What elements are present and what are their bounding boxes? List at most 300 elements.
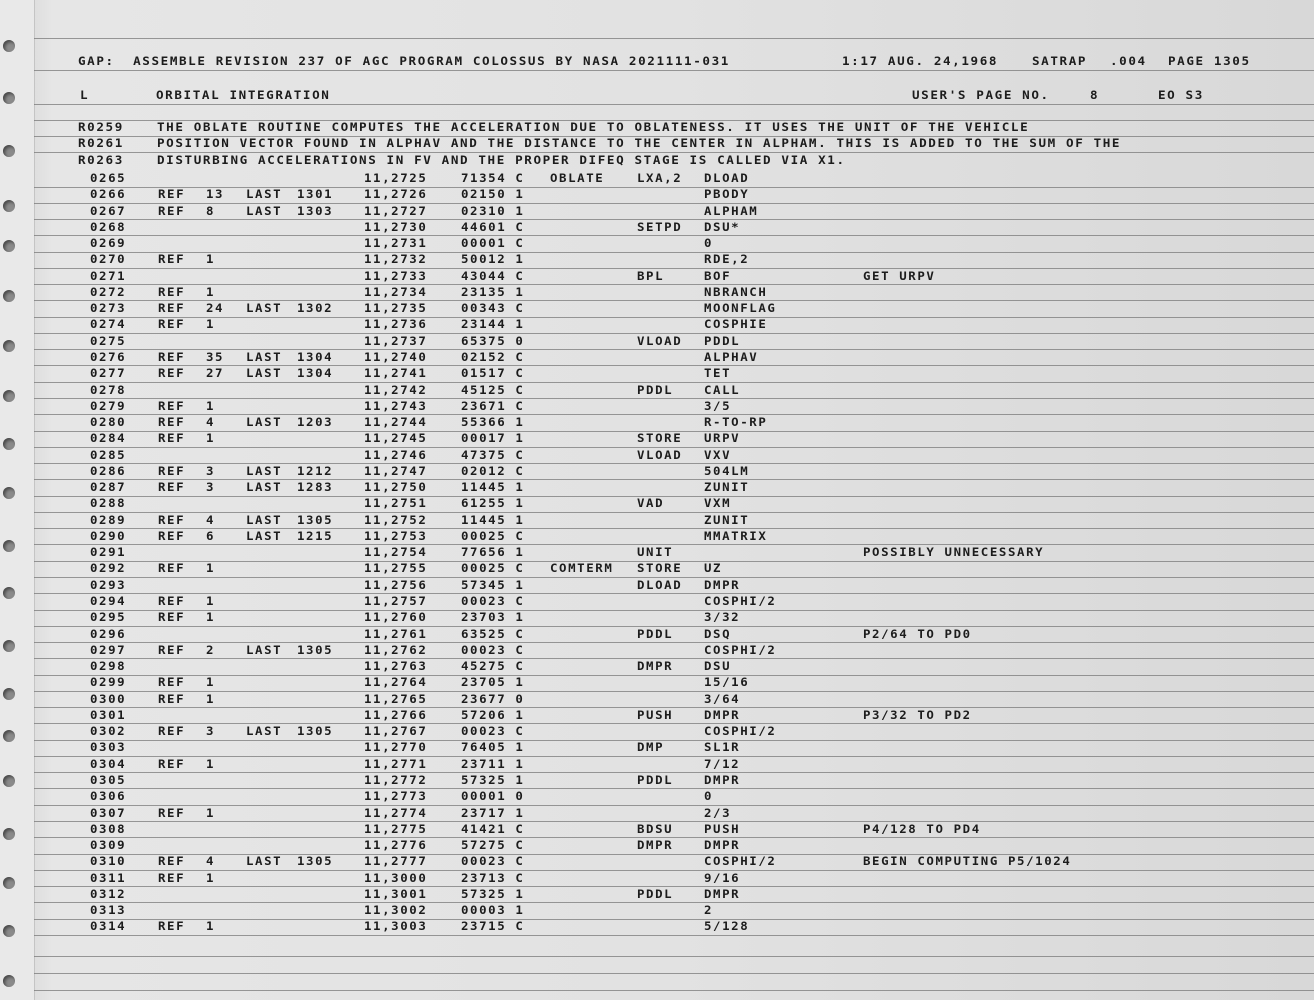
row-operand: NBRANCH: [704, 284, 768, 299]
row-seq: 0312: [90, 886, 127, 901]
row-octal: 65375 0: [461, 333, 525, 348]
row-op: LXA,2: [637, 171, 683, 185]
row-lastpage: 1203: [297, 415, 334, 429]
row-addr: 11,2755: [364, 561, 428, 576]
tractor-feed-margin: [0, 0, 35, 1000]
row-addr: 11,2762: [364, 642, 428, 657]
row-operand: PBODY: [704, 187, 750, 202]
row-seq: 0278: [90, 382, 127, 397]
row-operand: 3/32: [704, 610, 741, 625]
punch-hole: [3, 438, 15, 450]
row-ref: REF: [158, 691, 186, 706]
ruled-line: [34, 414, 1314, 415]
row-addr: 11,2761: [364, 626, 428, 641]
ruled-line: [34, 203, 1314, 204]
row-seq: 0309: [90, 838, 127, 852]
ruled-line: [34, 235, 1314, 236]
row-octal: 02150 1: [461, 187, 525, 202]
ruled-line: [34, 593, 1314, 594]
row-last: LAST: [246, 187, 283, 202]
row-operand: ZUNIT: [704, 480, 750, 494]
row-refnum: 27: [206, 366, 225, 381]
row-remark: BEGIN COMPUTING P5/1024: [863, 854, 1072, 869]
row-ref: REF: [158, 187, 186, 202]
row-operand: COSPHI/2: [704, 724, 777, 738]
row-seq: 0306: [90, 789, 127, 804]
row-refnum: 4: [206, 512, 216, 527]
ruled-line: [34, 70, 1314, 71]
row-octal: 71354 C: [461, 171, 525, 185]
row-refnum: 1: [206, 756, 216, 771]
punch-hole: [3, 975, 15, 987]
row-remark: P3/32 TO PD2: [863, 707, 972, 722]
row-octal: 00023 C: [461, 594, 525, 608]
row-octal: 76405 1: [461, 740, 525, 755]
row-octal: 55366 1: [461, 415, 525, 429]
row-seq: 0288: [90, 496, 127, 511]
row-operand: DSU*: [704, 219, 741, 234]
row-last: LAST: [246, 512, 283, 527]
punch-hole: [3, 730, 15, 742]
row-last: LAST: [246, 463, 283, 478]
ruled-line: [34, 252, 1314, 253]
punch-hole: [3, 240, 15, 252]
row-op: PDDL: [637, 886, 674, 901]
row-addr: 11,2753: [364, 528, 428, 543]
row-op: DLOAD: [637, 577, 683, 592]
row-ref: REF: [158, 349, 186, 364]
punch-hole: [3, 290, 15, 302]
row-lastpage: 1301: [297, 187, 334, 202]
row-octal: 41421 C: [461, 821, 525, 836]
row-op: STORE: [637, 431, 683, 446]
row-operand: DMPR: [704, 838, 741, 852]
print-timestamp: 1:17 AUG. 24,1968: [842, 54, 999, 68]
row-seq: 0297: [90, 642, 127, 657]
row-octal: 11445 1: [461, 512, 525, 527]
listing-flag: L: [80, 88, 90, 102]
row-refnum: 1: [206, 805, 216, 820]
row-ref: REF: [158, 854, 186, 869]
section-title: ORBITAL INTEGRATION: [156, 88, 331, 102]
ruled-line: [34, 528, 1314, 529]
row-ref: REF: [158, 480, 186, 494]
row-seq: 0271: [90, 268, 127, 283]
row-operand: VXV: [704, 447, 732, 462]
row-operand: COSPHI/2: [704, 854, 777, 869]
row-refnum: 1: [206, 691, 216, 706]
comment-text: THE OBLATE ROUTINE COMPUTES THE ACCELERATION DUE TO OBLATENESS. IT USES THE UNIT OF THE VEHICLE: [157, 120, 1030, 134]
row-refnum: 1: [206, 431, 216, 446]
row-remark: P2/64 TO PD0: [863, 626, 972, 641]
row-operand: 0: [704, 236, 714, 250]
ruled-line: [34, 104, 1314, 105]
row-seq: 0273: [90, 301, 127, 315]
row-operand: COSPHI/2: [704, 642, 777, 657]
row-addr: 11,2731: [364, 236, 428, 250]
ruled-line: [34, 772, 1314, 773]
row-refnum: 1: [206, 610, 216, 625]
ruled-line: [34, 837, 1314, 838]
row-addr: 11,2746: [364, 447, 428, 462]
row-octal: 00001 C: [461, 236, 525, 250]
row-lastpage: 1215: [297, 528, 334, 543]
punch-hole: [3, 200, 15, 212]
page-number: PAGE 1305: [1168, 54, 1251, 68]
row-operand: URPV: [704, 431, 741, 446]
row-addr: 11,3001: [364, 886, 428, 901]
row-operand: DLOAD: [704, 171, 750, 185]
punch-hole: [3, 40, 15, 52]
row-addr: 11,2736: [364, 317, 428, 332]
row-seq: 0272: [90, 284, 127, 299]
ruled-line: [34, 935, 1314, 936]
row-ref: REF: [158, 431, 186, 446]
row-last: LAST: [246, 642, 283, 657]
row-ref: REF: [158, 675, 186, 690]
row-ref: REF: [158, 919, 186, 934]
row-lastpage: 1212: [297, 463, 334, 478]
row-addr: 11,2752: [364, 512, 428, 527]
row-op: STORE: [637, 561, 683, 576]
row-last: LAST: [246, 415, 283, 429]
row-octal: 47375 C: [461, 447, 525, 462]
row-lastpage: 1305: [297, 512, 334, 527]
row-operand: 2: [704, 903, 714, 917]
row-refnum: 1: [206, 284, 216, 299]
ruled-line: [34, 626, 1314, 627]
row-seq: 0299: [90, 675, 127, 690]
row-refnum: 1: [206, 561, 216, 576]
row-lastpage: 1304: [297, 349, 334, 364]
ruled-line: [34, 675, 1314, 676]
row-operand: MOONFLAG: [704, 301, 777, 315]
row-ref: REF: [158, 528, 186, 543]
ruled-line: [34, 691, 1314, 692]
ruled-line: [34, 723, 1314, 724]
row-addr: 11,2741: [364, 366, 428, 381]
row-addr: 11,2775: [364, 821, 428, 836]
row-ref: REF: [158, 805, 186, 820]
row-seq: 0285: [90, 447, 127, 462]
ruled-line: [34, 496, 1314, 497]
row-refnum: 2: [206, 642, 216, 657]
ruled-line: [34, 902, 1314, 903]
row-ref: REF: [158, 203, 186, 218]
ruled-line: [34, 658, 1314, 659]
row-refnum: 8: [206, 203, 216, 218]
row-refnum: 1: [206, 594, 216, 608]
row-seq: 0313: [90, 903, 127, 917]
row-ref: REF: [158, 252, 186, 267]
row-lastpage: 1283: [297, 480, 334, 494]
row-octal: 00001 0: [461, 789, 525, 804]
row-op: PDDL: [637, 772, 674, 787]
ruled-line: [34, 642, 1314, 643]
row-octal: 00023 C: [461, 642, 525, 657]
row-operand: DSU: [704, 659, 732, 673]
row-refnum: 13: [206, 187, 225, 202]
row-addr: 11,2773: [364, 789, 428, 804]
ruled-line: [34, 544, 1314, 545]
ruled-line: [34, 512, 1314, 513]
ruled-line: [34, 610, 1314, 611]
row-remark: P4/128 TO PD4: [863, 821, 981, 836]
row-octal: 02152 C: [461, 349, 525, 364]
row-addr: 11,2774: [364, 805, 428, 820]
row-operand: 5/128: [704, 919, 750, 934]
row-operand: DMPR: [704, 707, 741, 722]
row-operand: PDDL: [704, 333, 741, 348]
row-ref: REF: [158, 512, 186, 527]
punch-hole: [3, 775, 15, 787]
row-refnum: 1: [206, 252, 216, 267]
row-op: SETPD: [637, 219, 683, 234]
ruled-line: [34, 756, 1314, 757]
row-addr: 11,2763: [364, 659, 428, 673]
row-seq: 0310: [90, 854, 127, 869]
row-seq: 0296: [90, 626, 127, 641]
row-octal: 23671 C: [461, 398, 525, 413]
row-operand: DMPR: [704, 886, 741, 901]
row-addr: 11,2742: [364, 382, 428, 397]
row-operand: SL1R: [704, 740, 741, 755]
row-ref: REF: [158, 463, 186, 478]
punch-hole: [3, 92, 15, 104]
row-refnum: 4: [206, 415, 216, 429]
row-addr: 11,2732: [364, 252, 428, 267]
row-addr: 11,2754: [364, 545, 428, 560]
row-operand: VXM: [704, 496, 732, 511]
row-last: LAST: [246, 724, 283, 738]
row-operand: RDE,2: [704, 252, 750, 267]
row-operand: TET: [704, 366, 732, 381]
row-addr: 11,2735: [364, 301, 428, 315]
row-addr: 11,2757: [364, 594, 428, 608]
ruled-line: [34, 973, 1314, 974]
row-label: OBLATE: [550, 171, 605, 185]
row-ref: REF: [158, 724, 186, 738]
row-last: LAST: [246, 203, 283, 218]
punch-hole: [3, 487, 15, 499]
row-seq: 0307: [90, 805, 127, 820]
row-refnum: 1: [206, 317, 216, 332]
row-addr: 11,2725: [364, 171, 428, 185]
comment-text: DISTURBING ACCELERATIONS IN FV AND THE PROPER DIFEQ STAGE IS CALLED VIA X1.: [157, 152, 846, 167]
comment-text: POSITION VECTOR FOUND IN ALPHAV AND THE DISTANCE TO THE CENTER IN ALPHAM. THIS IS ADDED TO THE SUM OF THE: [157, 136, 1122, 151]
row-lastpage: 1303: [297, 203, 334, 218]
row-lastpage: 1304: [297, 366, 334, 381]
row-operand: MMATRIX: [704, 528, 768, 543]
row-seq: 0280: [90, 415, 127, 429]
row-refnum: 1: [206, 675, 216, 690]
comment-seq: R0263: [78, 152, 124, 167]
row-octal: 00025 C: [461, 561, 525, 576]
row-remark: GET URPV: [863, 268, 936, 283]
ruled-line: [34, 886, 1314, 887]
row-operand: 15/16: [704, 675, 750, 690]
row-label: COMTERM: [550, 561, 614, 576]
row-op: DMP: [637, 740, 665, 755]
row-addr: 11,3003: [364, 919, 428, 934]
row-seq: 0303: [90, 740, 127, 755]
row-octal: 57345 1: [461, 577, 525, 592]
row-op: PDDL: [637, 626, 674, 641]
row-octal: 01517 C: [461, 366, 525, 381]
row-octal: 00343 C: [461, 301, 525, 315]
row-addr: 11,2730: [364, 219, 428, 234]
row-last: LAST: [246, 854, 283, 869]
row-addr: 11,2734: [364, 284, 428, 299]
assembly-title: GAP: ASSEMBLE REVISION 237 OF AGC PROGRAM COLOSSUS BY NASA 2021111-031: [78, 54, 730, 68]
row-operand: ALPHAV: [704, 349, 759, 364]
row-refnum: 3: [206, 480, 216, 494]
punch-hole: [3, 587, 15, 599]
row-last: LAST: [246, 301, 283, 315]
row-op: PUSH: [637, 707, 674, 722]
row-operand: DSQ: [704, 626, 732, 641]
punch-hole: [3, 688, 15, 700]
row-octal: 77656 1: [461, 545, 525, 560]
row-ref: REF: [158, 398, 186, 413]
row-seq: 0300: [90, 691, 127, 706]
punch-hole: [3, 640, 15, 652]
row-seq: 0295: [90, 610, 127, 625]
ruled-line: [34, 38, 1314, 39]
row-octal: 45125 C: [461, 382, 525, 397]
row-octal: 00003 1: [461, 903, 525, 917]
row-seq: 0277: [90, 366, 127, 381]
row-op: DMPR: [637, 659, 674, 673]
row-addr: 11,2765: [364, 691, 428, 706]
row-operand: ZUNIT: [704, 512, 750, 527]
row-lastpage: 1305: [297, 724, 334, 738]
ruled-line: [34, 919, 1314, 920]
row-operand: PUSH: [704, 821, 741, 836]
row-octal: 45275 C: [461, 659, 525, 673]
comment-seq: R0261: [78, 136, 124, 151]
row-addr: 11,2767: [364, 724, 428, 738]
row-operand: 3/5: [704, 398, 732, 413]
row-op: VLOAD: [637, 333, 683, 348]
row-addr: 11,2772: [364, 772, 428, 787]
row-refnum: 1: [206, 398, 216, 413]
punch-hole: [3, 390, 15, 402]
row-addr: 11,2727: [364, 203, 428, 218]
punch-hole: [3, 828, 15, 840]
row-seq: 0294: [90, 594, 127, 608]
row-octal: 23715 C: [461, 919, 525, 934]
row-addr: 11,3002: [364, 903, 428, 917]
users-page-number: 8: [1090, 88, 1100, 102]
row-refnum: 1: [206, 870, 216, 885]
row-addr: 11,2747: [364, 463, 428, 478]
ruled-line: [34, 187, 1314, 188]
ruled-line: [34, 463, 1314, 464]
row-seq: 0276: [90, 349, 127, 364]
row-operand: 504LM: [704, 463, 750, 478]
row-octal: 63525 C: [461, 626, 525, 641]
row-op: BDSU: [637, 821, 674, 836]
row-seq: 0290: [90, 528, 127, 543]
row-seq: 0287: [90, 480, 127, 494]
row-addr: 11,2737: [364, 333, 428, 348]
row-op: VLOAD: [637, 447, 683, 462]
ruled-line: [34, 382, 1314, 383]
row-refnum: 1: [206, 919, 216, 934]
row-addr: 11,2770: [364, 740, 428, 755]
row-ref: REF: [158, 301, 186, 315]
row-refnum: 3: [206, 463, 216, 478]
row-ref: REF: [158, 594, 186, 608]
user-name: SATRAP: [1032, 54, 1088, 68]
row-addr: 11,2756: [364, 577, 428, 592]
row-octal: 61255 1: [461, 496, 525, 511]
row-refnum: 6: [206, 528, 216, 543]
punch-hole: [3, 925, 15, 937]
row-op: VAD: [637, 496, 665, 511]
row-operand: UZ: [704, 561, 723, 576]
eo-code: EO S3: [1158, 88, 1204, 102]
row-addr: 11,2776: [364, 838, 428, 852]
row-seq: 0305: [90, 772, 127, 787]
row-last: LAST: [246, 528, 283, 543]
row-ref: REF: [158, 415, 186, 429]
row-seq: 0269: [90, 236, 127, 250]
row-octal: 23144 1: [461, 317, 525, 332]
row-operand: BOF: [704, 268, 732, 283]
row-refnum: 24: [206, 301, 225, 315]
row-ref: REF: [158, 756, 186, 771]
row-seq: 0292: [90, 561, 127, 576]
row-addr: 11,2743: [364, 398, 428, 413]
row-addr: 11,2740: [364, 349, 428, 364]
ruled-line: [34, 788, 1314, 789]
ruled-line: [34, 740, 1314, 741]
row-operand: 2/3: [704, 805, 732, 820]
ruled-line: [34, 956, 1314, 957]
ruled-line: [34, 821, 1314, 822]
row-operand: 7/12: [704, 756, 741, 771]
row-octal: 23677 0: [461, 691, 525, 706]
row-operand: ALPHAM: [704, 203, 759, 218]
row-addr: 11,2751: [364, 496, 428, 511]
row-addr: 11,2745: [364, 431, 428, 446]
row-octal: 43044 C: [461, 268, 525, 283]
row-operand: COSPHIE: [704, 317, 768, 332]
row-seq: 0302: [90, 724, 127, 738]
row-seq: 0275: [90, 333, 127, 348]
row-octal: 00023 C: [461, 854, 525, 869]
row-ref: REF: [158, 366, 186, 381]
row-ref: REF: [158, 284, 186, 299]
row-seq: 0266: [90, 187, 127, 202]
row-refnum: 3: [206, 724, 216, 738]
row-octal: 23713 C: [461, 870, 525, 885]
punch-hole: [3, 340, 15, 352]
ruled-line: [34, 854, 1314, 855]
row-octal: 23711 1: [461, 756, 525, 771]
row-octal: 11445 1: [461, 480, 525, 494]
punch-hole: [3, 145, 15, 157]
ruled-line: [34, 479, 1314, 480]
row-seq: 0308: [90, 821, 127, 836]
punch-hole: [3, 540, 15, 552]
row-octal: 23135 1: [461, 284, 525, 299]
row-octal: 57325 1: [461, 772, 525, 787]
row-remark: POSSIBLY UNNECESSARY: [863, 545, 1045, 560]
row-seq: 0293: [90, 577, 127, 592]
